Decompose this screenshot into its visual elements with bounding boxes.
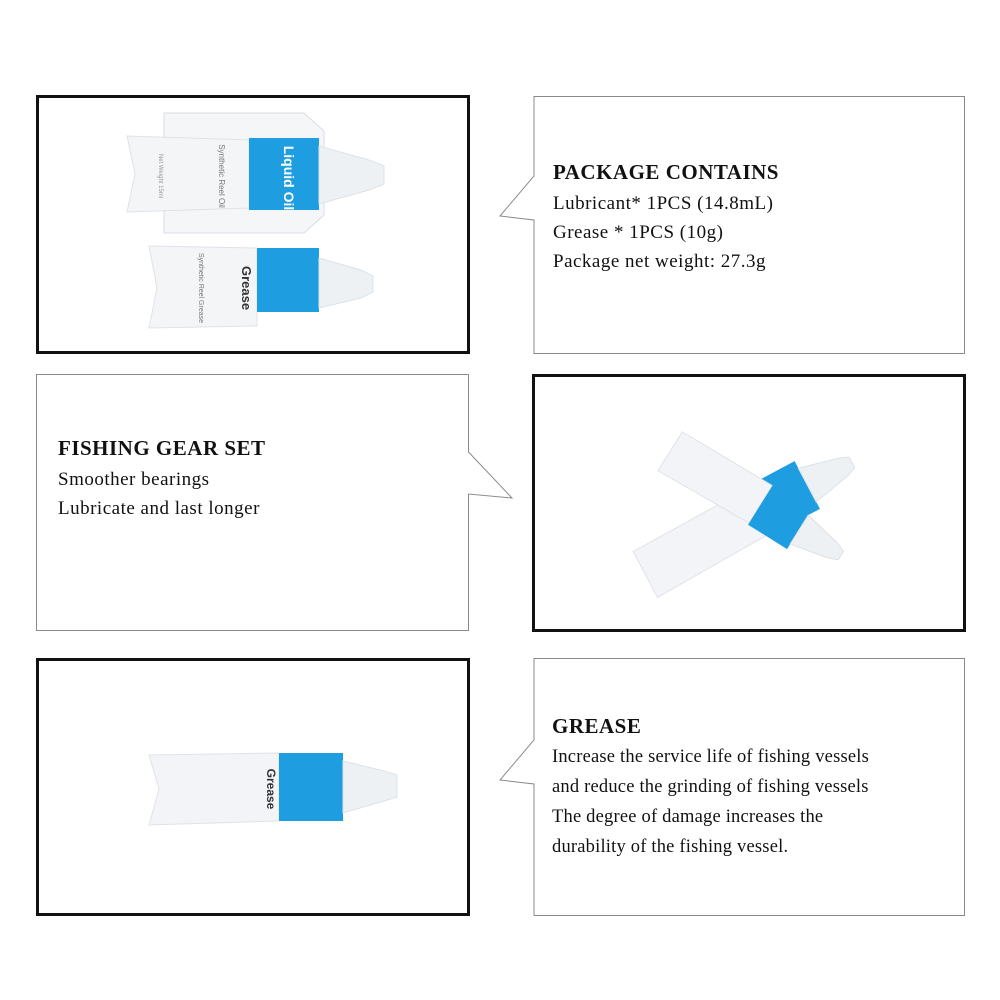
grease-info-block	[552, 714, 869, 867]
photo-panel-grease-tube	[36, 658, 470, 916]
grease-line-1: Increase the service life of fishing vessels	[552, 747, 870, 767]
grease-tube-label: Grease	[239, 265, 254, 311]
oil-tube-label: Liquid Oil	[281, 145, 297, 211]
fishing-title: FISHING GEAR SET	[58, 436, 266, 460]
crossed-tubes-illustration	[535, 377, 963, 629]
oil-tube-subtitle: Synthetic Reel Oil	[217, 144, 226, 208]
package-line-lubricant: Lubricant* 1PCS (14.8mL)	[553, 193, 774, 214]
grease-tube-label-2: Grease	[264, 768, 278, 810]
grease-line-3: The degree of damage increases the	[552, 807, 824, 827]
fishing-gear-block	[58, 436, 266, 527]
package-line-grease: Grease * 1PCS (10g)	[553, 222, 724, 243]
oil-tube-net: Net Weight 15ml	[157, 153, 163, 199]
photo-panel-both-tubes	[36, 95, 470, 354]
tubes-illustration	[39, 98, 467, 351]
fishing-line-lubricate: Lubricate and last longer	[58, 498, 260, 519]
grease-title: GREASE	[552, 714, 642, 738]
fishing-line-bearings: Smoother bearings	[58, 469, 210, 490]
oil-tube-body	[127, 136, 384, 212]
photo-panel-crossed-tubes	[532, 374, 966, 632]
grease-line-4: durability of the fishing vessel.	[552, 837, 789, 857]
package-title: PACKAGE CONTAINS	[553, 160, 779, 184]
grease-tube-body	[149, 246, 373, 328]
grease-tube-illustration	[39, 661, 467, 913]
grease-line-2: and reduce the grinding of fishing vessels	[552, 777, 869, 797]
package-line-weight: Package net weight: 27.3g	[553, 251, 767, 272]
package-contents-block	[553, 160, 779, 280]
grease-tube-subtitle: Synthetic Reel Grease	[197, 252, 204, 324]
